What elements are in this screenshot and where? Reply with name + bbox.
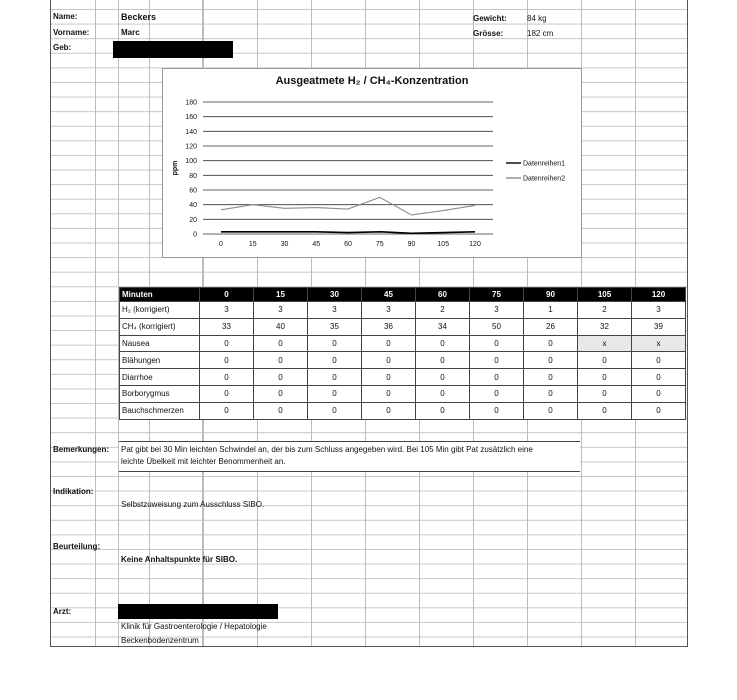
table-cell: 0: [578, 402, 632, 419]
table-cell: 0: [416, 352, 470, 369]
table-cell: 0: [200, 402, 254, 419]
table-cell: 0: [578, 385, 632, 402]
arzt-line-1: Klinik für Gastroenterologie / Hepatologie: [121, 622, 267, 631]
table-cell: 0: [578, 352, 632, 369]
bemerkungen-line-1: Pat gibt bei 30 Min leichten Schwindel an, der bis zum Schluss angegeben wird. Bei 105 Min gibt Pat zusätzlich eine: [121, 445, 533, 454]
minute-header-cell: 120: [632, 288, 686, 302]
table-cell: 0: [470, 385, 524, 402]
x-tick-label: 120: [469, 241, 481, 248]
gewicht-value: 84 kg: [527, 14, 547, 23]
table-row: [120, 302, 686, 319]
table-cell: 0: [416, 369, 470, 386]
table-cell: 0: [200, 369, 254, 386]
x-tick-label: 0: [219, 241, 223, 248]
row-label: Bauchschmerzen: [120, 402, 200, 419]
table-cell: 0: [308, 335, 362, 352]
table-cell: 0: [416, 335, 470, 352]
groesse-value: 182 cm: [527, 29, 554, 38]
x-tick-label: 45: [312, 241, 321, 248]
row-label: Blähungen: [120, 352, 200, 369]
table-cell: 3: [362, 302, 416, 319]
table-cell: 32: [578, 318, 632, 335]
concentration-chart: [162, 68, 582, 258]
table-cell: 0: [632, 369, 686, 386]
table-cell: 36: [362, 318, 416, 335]
arzt-line-2: Beckenbodenzentrum: [121, 636, 199, 645]
table-row: [120, 318, 686, 335]
gewicht-label: Gewicht:: [473, 14, 507, 23]
x-tick-label: 60: [344, 241, 352, 248]
y-tick-label: 140: [185, 128, 197, 136]
table-cell: 0: [632, 385, 686, 402]
table-cell: 26: [524, 318, 578, 335]
table-row: [120, 369, 686, 386]
row-label: H₂ (korrigiert): [120, 302, 200, 319]
x-tick-label: 75: [375, 241, 384, 248]
minutes-header: Minuten: [120, 288, 200, 302]
table-cell: 0: [632, 402, 686, 419]
table-cell: 3: [470, 302, 524, 319]
table-row: [120, 335, 686, 352]
x-tick-label: 105: [437, 241, 450, 248]
arzt-label: Arzt:: [53, 607, 72, 616]
table-cell: 40: [254, 318, 308, 335]
x-tick-label: 90: [407, 241, 416, 248]
table-cell: 0: [632, 352, 686, 369]
table-cell: x: [578, 335, 632, 352]
geb-label: Geb:: [53, 43, 72, 52]
row-label: Borborygmus: [120, 385, 200, 402]
indikation-text: Selbstzuweisung zum Ausschluss SIBO.: [121, 500, 265, 509]
minute-header-cell: 90: [524, 288, 578, 302]
table-cell: 50: [470, 318, 524, 335]
legend-label-2: Datenreihen2: [523, 175, 566, 183]
table-cell: 0: [524, 385, 578, 402]
table-cell: 0: [254, 335, 308, 352]
table-cell: 1: [524, 302, 578, 319]
series-line-1: [221, 232, 475, 233]
table-cell: 0: [362, 402, 416, 419]
minute-header-cell: 45: [362, 288, 416, 302]
groesse-label: Grösse:: [473, 29, 504, 38]
table-cell: 0: [362, 352, 416, 369]
table-cell: 0: [416, 402, 470, 419]
minute-header-cell: 0: [200, 288, 254, 302]
bemerkungen-line-2: leichte Übelkeit mit leichter Benommenheit an.: [121, 457, 286, 466]
legend-label-1: Datenreihen1: [523, 160, 566, 168]
table-cell: 2: [578, 302, 632, 319]
table-cell: 34: [416, 318, 470, 335]
table-cell: 3: [632, 302, 686, 319]
table-cell: 3: [254, 302, 308, 319]
beurteilung-text: Keine Anhaltspunkte für SIBO.: [121, 555, 238, 564]
table-cell: 0: [362, 335, 416, 352]
table-cell: 0: [470, 402, 524, 419]
table-cell: 0: [254, 402, 308, 419]
table-cell: x: [632, 335, 686, 352]
table-cell: 0: [200, 385, 254, 402]
table-cell: 35: [308, 318, 362, 335]
table-cell: 0: [362, 369, 416, 386]
minute-header-cell: 15: [254, 288, 308, 302]
row-label: CH₄ (korrigiert): [120, 318, 200, 335]
table-header-row: [120, 288, 686, 302]
minute-header-cell: 75: [470, 288, 524, 302]
y-tick-label: 40: [189, 202, 197, 210]
y-tick-label: 80: [189, 172, 197, 180]
chart-title: Ausgeatmete H₂ / CH₄-Konzentration: [275, 75, 469, 87]
table-cell: 0: [200, 335, 254, 352]
table-cell: 0: [200, 352, 254, 369]
table-cell: 0: [470, 352, 524, 369]
table-cell: 0: [470, 369, 524, 386]
table-cell: 0: [254, 385, 308, 402]
table-cell: 0: [524, 352, 578, 369]
x-tick-label: 30: [280, 241, 289, 248]
minute-header-cell: 30: [308, 288, 362, 302]
y-tick-label: 0: [193, 231, 197, 239]
table-cell: 0: [578, 369, 632, 386]
table-row: [120, 385, 686, 402]
table-cell: 0: [308, 402, 362, 419]
y-axis-label: ppm: [172, 160, 179, 176]
row-label: Diarrhoe: [120, 369, 200, 386]
y-tick-label: 60: [189, 187, 197, 195]
series-line-2: [221, 197, 475, 215]
indikation-label: Indikation:: [53, 487, 94, 496]
redacted-doctor-name: [118, 604, 278, 619]
table-row: [120, 402, 686, 419]
y-tick-label: 120: [185, 143, 197, 151]
table-cell: 0: [470, 335, 524, 352]
measurement-table: [119, 287, 686, 420]
table-cell: 0: [254, 352, 308, 369]
table-row: [120, 352, 686, 369]
redacted-birthdate: [113, 41, 233, 58]
vorname-value: Marc: [121, 28, 140, 37]
table-cell: 33: [200, 318, 254, 335]
beurteilung-label: Beurteilung:: [53, 542, 101, 551]
y-tick-label: 160: [185, 114, 197, 122]
table-cell: 3: [200, 302, 254, 319]
table-cell: 0: [254, 369, 308, 386]
vorname-label: Vorname:: [53, 28, 90, 37]
row-label: Nausea: [120, 335, 200, 352]
table-cell: 0: [524, 369, 578, 386]
table-cell: 3: [308, 302, 362, 319]
table-cell: 0: [308, 352, 362, 369]
y-tick-label: 20: [189, 216, 197, 224]
minute-header-cell: 60: [416, 288, 470, 302]
chart-plot: [163, 69, 581, 257]
table-cell: 0: [416, 385, 470, 402]
x-tick-label: 15: [248, 241, 257, 248]
name-label: Name:: [53, 12, 78, 21]
name-value: Beckers: [121, 12, 157, 22]
table-cell: 0: [308, 385, 362, 402]
table-cell: 0: [308, 369, 362, 386]
table-cell: 0: [524, 402, 578, 419]
table-cell: 0: [362, 385, 416, 402]
y-tick-label: 180: [185, 99, 197, 107]
table-cell: 0: [524, 335, 578, 352]
minute-header-cell: 105: [578, 288, 632, 302]
table-cell: 2: [416, 302, 470, 319]
y-tick-label: 100: [185, 158, 197, 166]
bemerkungen-label: Bemerkungen:: [53, 445, 110, 454]
table-cell: 39: [632, 318, 686, 335]
